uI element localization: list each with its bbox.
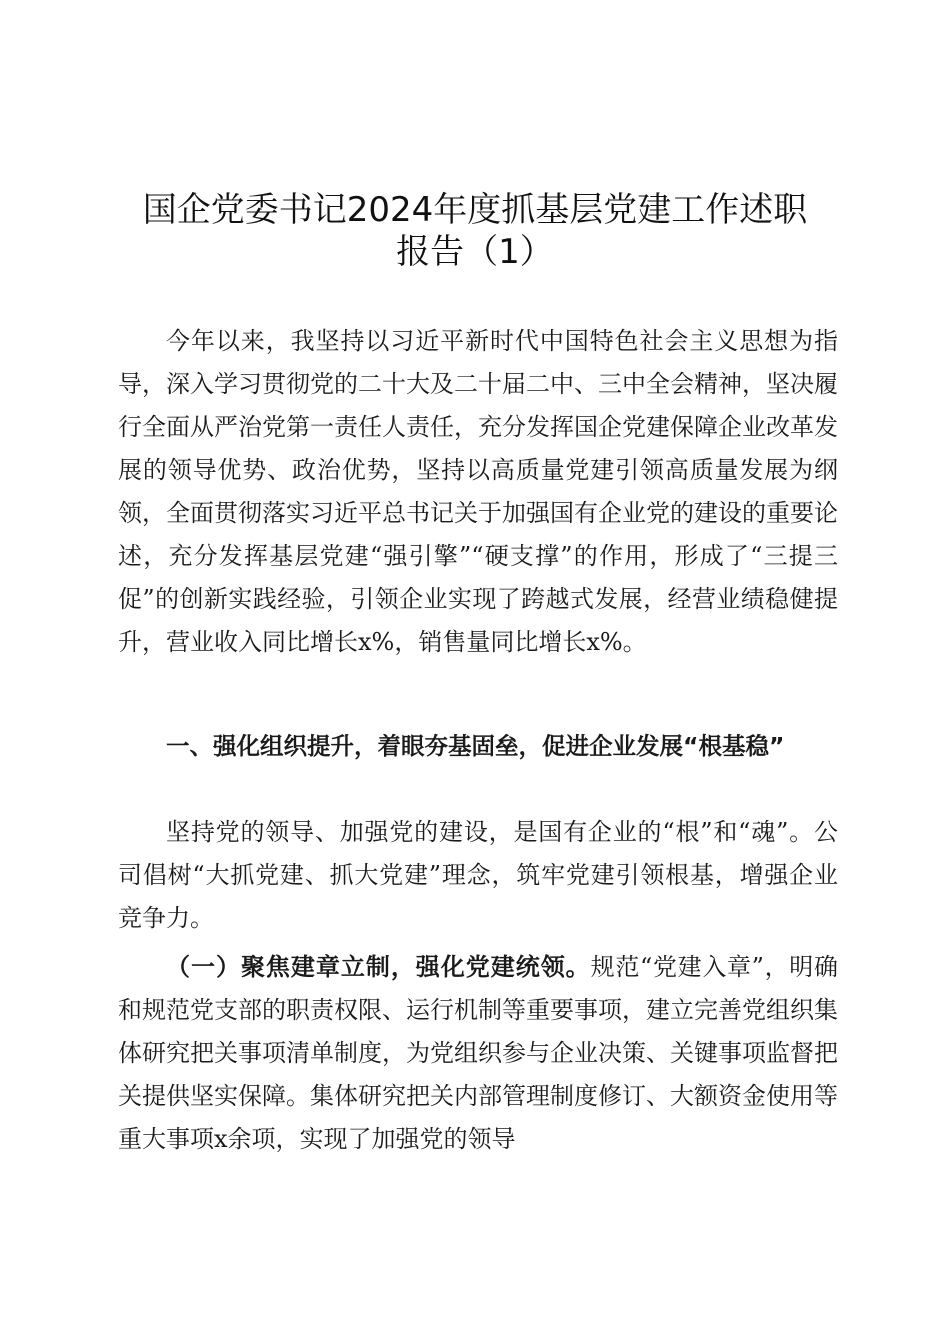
document-title-line-2: 报告（1） bbox=[396, 232, 554, 272]
subsection-1-paragraph bbox=[118, 946, 838, 1161]
section-heading-1: 一、强化组织提升，着眼夯基固垒，促进企业发展“根基稳” bbox=[166, 732, 785, 760]
subsection-1-lead: （一）聚焦建章立制，强化党建统领。 bbox=[166, 953, 591, 981]
intro-paragraph: 今年以来，我坚持以习近平新时代中国特色社会主义思想为指导，深入学习贯彻党的二十大及二十届二中、三中全会精神，坚决履行全面从严治党第一责任人责任，充分发挥国企党建保障企业改革发展的领导优势、政治优势，坚持以高质量党建引领高质量发展为纲领，全面贯彻落实习近平总书记关于加强国有企业党的建设的重要论述，充分发挥基层党建“强引擎”“硬支撑”的作用，形成了“三提三促”的创新实践经验，引领企业实现了跨越式发展，经营业绩稳健提升，营业收入同比增长x%，销售量同比增长x%。 bbox=[118, 327, 838, 656]
section-1-intro-paragraph: 坚持党的领导、加强党的建设，是国有企业的“根”和“魂”。公司倡树“大抓党建、抓大党建”理念，筑牢党建引领根基，增强企业竞争力。 bbox=[118, 818, 838, 932]
subsection-1-text: 规范“党建入章”，明确和规范党支部的职责权限、运行机制等重要事项，建立完善党组织集体研究把关事项清单制度，为党组织参与企业决策、关键事项监督把关提供坚实保障。集体研究把关内部管理制度修订、大额资金使用等重大事项x余项，实现了加强党的领导 bbox=[118, 953, 838, 1153]
document-title-line-1: 国企党委书记2024年度抓基层党建工作述职 bbox=[142, 190, 808, 230]
